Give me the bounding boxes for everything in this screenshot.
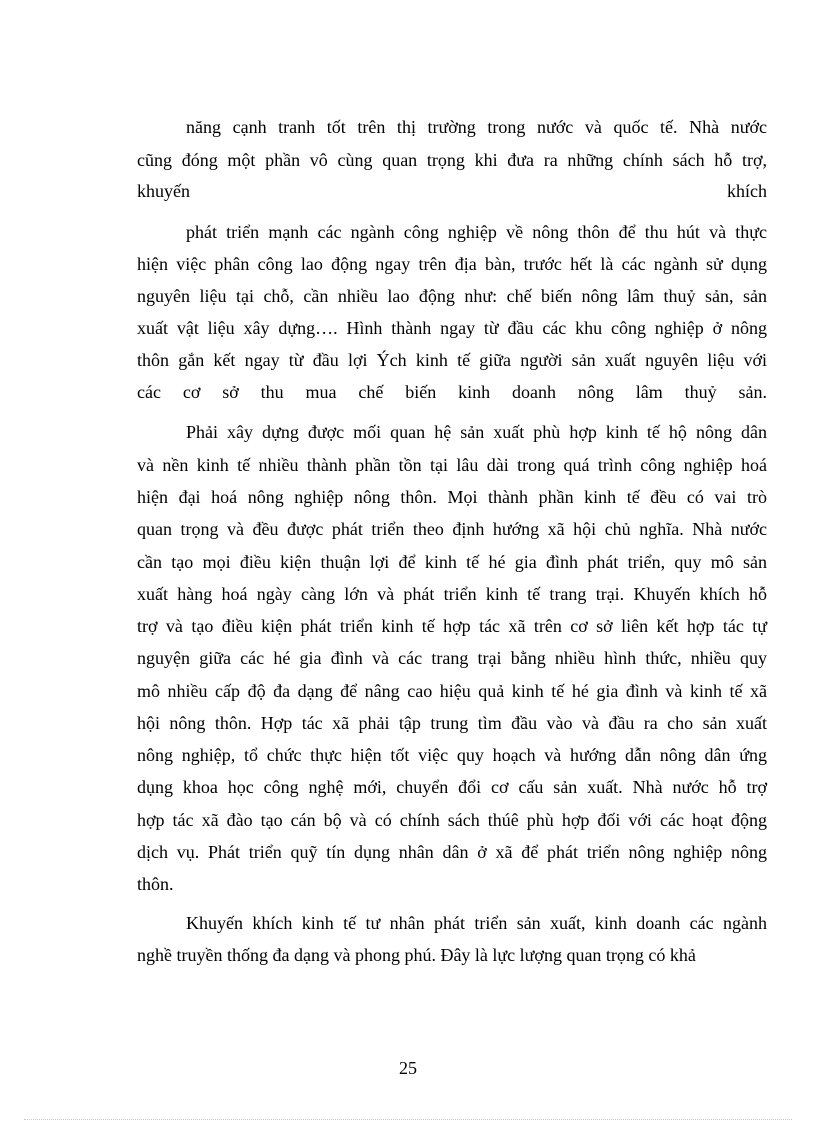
- text-line: dịch vụ. Phát triển quỹ tín dụng nhân dân ở xã để phát triển nông nghiệp nông: [137, 842, 767, 862]
- page-number: 25: [399, 1058, 417, 1078]
- text-line: nguyên liệu tại chỗ, cần nhiều lao động như: chế biến nông lâm thuỷ sản, sản: [137, 286, 767, 306]
- text-line: Khuyến khích kinh tế tư nhân phát triển sản xuất, kinh doanh các ngành: [186, 913, 767, 933]
- text-line: nguyện giữa các hé gia đình và các trang trại bằng nhiều hình thức, nhiều quy: [137, 648, 767, 668]
- text-line: mô nhiều cấp độ đa dạng để nâng cao hiệu quả kinh tế hé gia đình và kinh tế xã: [137, 681, 767, 701]
- text-line: trợ và tạo điều kiện phát triển kinh tế hợp tác xã trên cơ sở liên kết hợp tác tự: [137, 616, 767, 636]
- text-line: hội nông thôn. Hợp tác xã phải tập trung tìm đầu vào và đầu ra cho sản xuất: [137, 713, 767, 733]
- text-line: cần tạo mọi điều kiện thuận lợi để kinh tế hé gia đình phát triển, quy mô sản: [137, 552, 767, 572]
- text-line: khuyến khích: [137, 181, 767, 201]
- text-line: hợp tác xã đào tạo cán bộ và có chính sách thúê phù hợp đối với các hoạt động: [137, 810, 767, 830]
- text-line: quan trọng và đều được phát triển theo định hướng xã hội chủ nghĩa. Nhà nước: [137, 519, 767, 539]
- text-line: xuất vật liệu xây dựng…. Hình thành ngay từ đầu các khu công nghiệp ở nông: [137, 318, 767, 338]
- text-line: Phải xây dựng được mối quan hệ sản xuất phù hợp kinh tế hộ nông dân: [186, 422, 767, 442]
- text-line: cũng đóng một phần vô cùng quan trọng khi đưa ra những chính sách hỗ trợ,: [137, 150, 767, 170]
- text-line: dụng khoa học công nghệ mới, chuyển đổi cơ cấu sản xuất. Nhà nước hỗ trợ: [137, 777, 767, 797]
- text-line: nghề truyền thống đa dạng và phong phú. Đây là lực lượng quan trọng có khả: [137, 945, 696, 965]
- page-bottom-divider: [24, 1119, 792, 1120]
- text-line: năng cạnh tranh tốt trên thị trường trong nước và quốc tế. Nhà nước: [186, 117, 767, 137]
- text-line: hiện việc phân công lao động ngay trên địa bàn, trước hết là các ngành sử dụng: [137, 254, 767, 274]
- text-line: thôn gắn kết ngay từ đầu lợi Ých kinh tế giữa người sản xuất nguyên liệu với: [137, 350, 767, 370]
- text-line: thôn.: [137, 874, 174, 894]
- text-line: và nền kinh tế nhiều thành phần tồn tại lâu dài trong quá trình công nghiệp hoá: [137, 455, 767, 475]
- text-line: xuất hàng hoá ngày càng lớn và phát triển kinh tế trang trại. Khuyến khích hỗ: [137, 584, 767, 604]
- text-line: nông nghiệp, tổ chức thực hiện tốt việc quy hoạch và hướng dẫn nông dân ứng: [137, 745, 767, 765]
- text-line: các cơ sở thu mua chế biến kinh doanh nông lâm thuỷ sản.: [137, 382, 767, 402]
- text-line: phát triển mạnh các ngành công nghiệp về nông thôn để thu hút và thực: [186, 222, 767, 242]
- text-line: hiện đại hoá nông nghiệp nông thôn. Mọi thành phần kinh tế đều có vai trò: [137, 487, 767, 507]
